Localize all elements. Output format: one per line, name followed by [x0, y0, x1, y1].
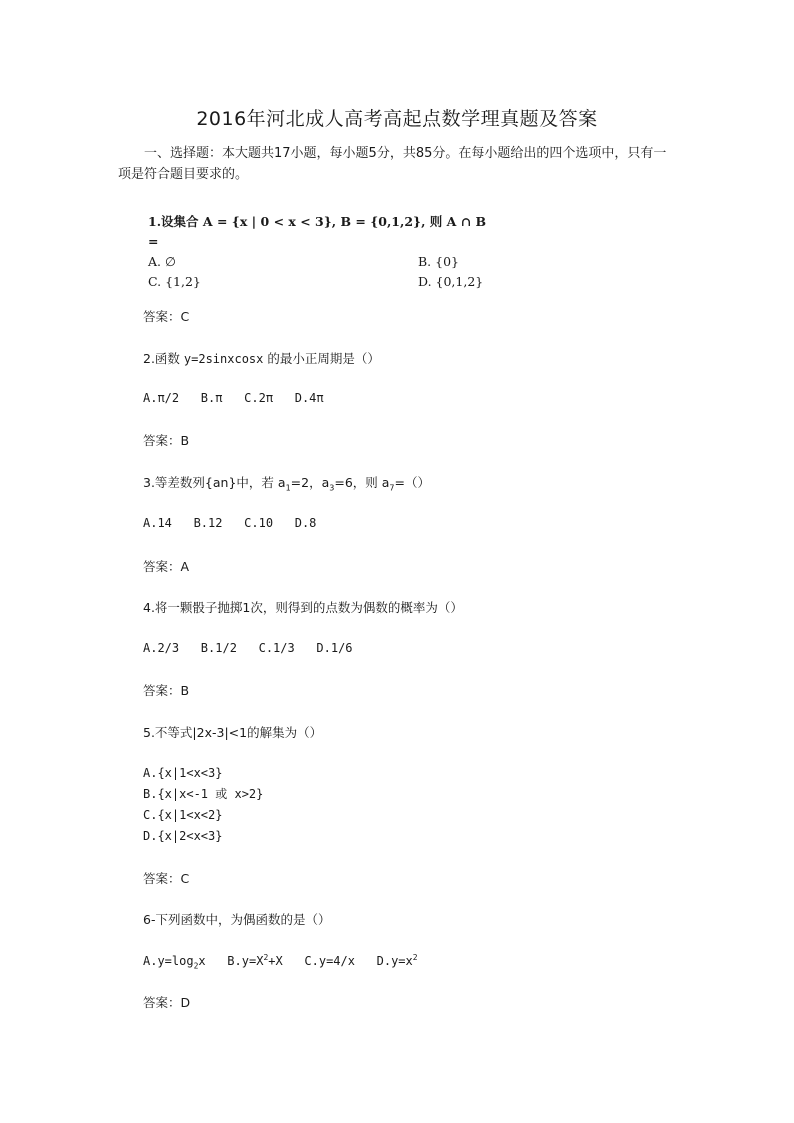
question-3-stem-part-c: =6，则 a — [334, 475, 390, 490]
page-title: 2016年河北成人高考高起点数学理真题及答案 — [196, 108, 598, 130]
question-4-answer: 答案：B — [143, 683, 190, 698]
question-6-stem: 6-下列函数中，为偶函数的是（） — [143, 912, 331, 927]
question-3-subscript-2: 3 — [329, 483, 335, 493]
question-3-answer: 答案：A — [143, 559, 190, 574]
question-6-option-a-prefix: A.y=log — [143, 954, 194, 968]
question-3-stem-part-d: =（） — [394, 475, 430, 490]
question-5-option-d: D.{x|2<x<3} — [143, 829, 223, 843]
question-1-option-a: A. ∅ — [148, 254, 176, 269]
question-1-option-b: B. {0} — [418, 254, 459, 269]
question-1-option-c: C. {1,2} — [148, 274, 201, 289]
question-3-subscript-3: 7 — [389, 483, 395, 493]
question-5-stem: 5.不等式|2x-3|<1的解集为（） — [143, 725, 323, 740]
question-6-answer: 答案：D — [143, 995, 191, 1010]
question-5-options — [143, 763, 263, 847]
question-3-stem-part-b: =2，a — [290, 475, 330, 490]
question-1-options — [148, 252, 488, 292]
question-1 — [148, 212, 488, 292]
question-5-option-c: C.{x|1<x<2} — [143, 808, 223, 822]
question-5-option-a: A.{x|1<x<3} — [143, 766, 223, 780]
question-6-option-b-suffix: +X C.y=4/x D.y=x — [268, 954, 413, 968]
question-2-options: A.π/2 B.π C.2π D.4π — [143, 391, 324, 405]
question-1-stem: 1.设集合 A = {x | 0 < x < 3}, B = {0,1,2}, 则 A ∩ B = — [148, 214, 487, 249]
question-6-option-a-suffix: x B.y=X — [198, 954, 264, 968]
question-3-options: A.14 B.12 C.10 D.8 — [143, 516, 317, 530]
question-6-option-b-superscript: 2 — [263, 953, 269, 962]
question-3-subscript-1: 1 — [285, 483, 291, 493]
question-2-stem-suffix: 的最小正周期是（） — [263, 351, 380, 366]
question-4-options: A.2/3 B.1/2 C.1/3 D.1/6 — [143, 641, 353, 655]
question-2-stem-expression: y=2sinxcosx — [183, 352, 264, 366]
question-3-stem — [143, 473, 430, 493]
question-2-stem — [143, 349, 380, 367]
section-intro: 一、选择题：本大题共17小题，每小题5分，共85分。在每小题给出的四个选项中，只有一项是符合题目要求的。 — [118, 146, 667, 182]
question-2-answer: 答案：B — [143, 433, 190, 448]
question-6-option-a-subscript: 2 — [193, 961, 199, 971]
question-4-stem: 4.将一颗骰子抛掷1次，则得到的点数为偶数的概率为（） — [143, 600, 463, 615]
question-6-option-d-superscript: 2 — [412, 953, 418, 962]
question-3-stem-part-a: 3.等差数列{an}中，若 a — [143, 475, 286, 490]
question-6-options — [143, 953, 418, 970]
question-5-option-b: B.{x|x<-1 或 x>2} — [143, 787, 264, 801]
question-1-answer: 答案：C — [143, 309, 190, 324]
question-1-option-d: D. {0,1,2} — [418, 274, 484, 289]
question-2-stem-prefix: 2.函数 — [143, 351, 184, 366]
question-5-answer: 答案：C — [143, 871, 190, 886]
